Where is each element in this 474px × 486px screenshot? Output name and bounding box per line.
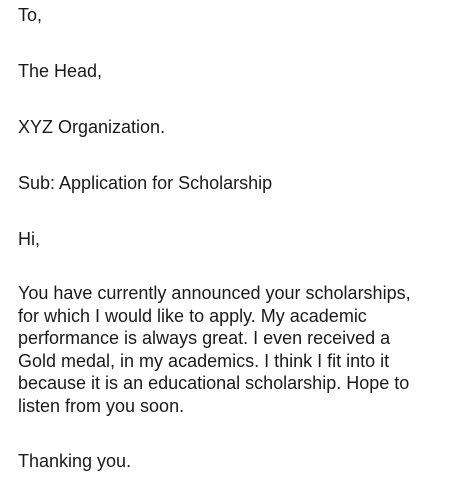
letter-closing: Thanking you.	[18, 451, 132, 471]
letter-body-line: performance is always great. I even received a	[18, 328, 391, 348]
letter-organization: XYZ Organization.	[18, 117, 166, 137]
letter-body-line: for which I would like to apply. My academic	[18, 305, 367, 326]
letter-body-line: You have currently announced your scholarships,	[18, 283, 411, 303]
letter-body-line: Gold medal, in my academics. I think I fit into it	[18, 350, 390, 371]
letter-recipient: The Head,	[18, 61, 103, 81]
letter-body-line: because it is an educational scholarship. Hope to	[18, 373, 410, 393]
letter-to: To,	[18, 5, 43, 25]
letter-body	[18, 282, 470, 417]
letter-subject: Sub: Application for Scholarship	[18, 173, 273, 193]
letter-salutation: Hi,	[18, 229, 40, 249]
letter-body-line: listen from you soon.	[18, 395, 185, 416]
